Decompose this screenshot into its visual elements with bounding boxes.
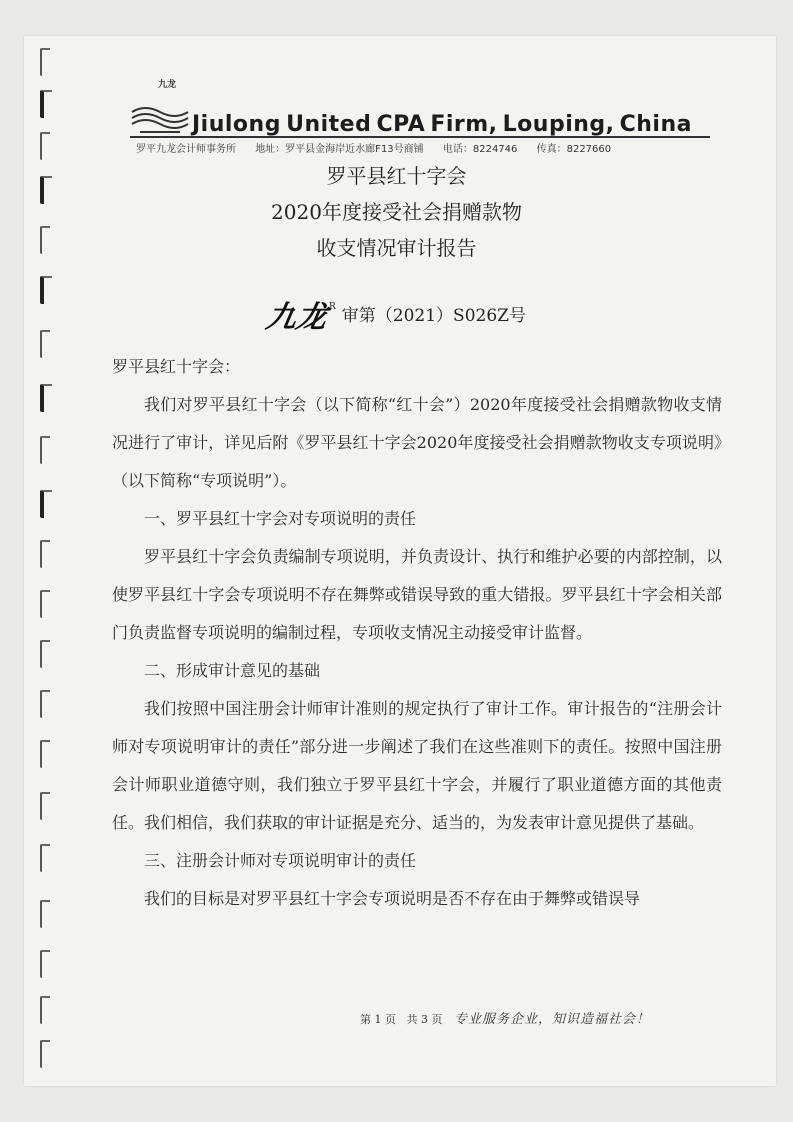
footer-slogan: 专业服务企业，知识造福社会！ bbox=[454, 1012, 651, 1027]
office-name: 罗平九龙会计师事务所 bbox=[136, 144, 236, 155]
report-number: 审第（2021）S026Z号 bbox=[341, 306, 526, 326]
title-line-1: 罗平县红十字会 bbox=[326, 164, 467, 188]
office-fax: 传真：8227660 bbox=[536, 144, 612, 155]
letterhead-contact bbox=[136, 140, 716, 155]
section-heading: 三、注册会计师对专项说明审计的责任 bbox=[144, 851, 417, 870]
section-paragraph: 罗平县红十字会负责编制专项说明，并负责设计、执行和维护必要的内部控制，以使罗平县红十字会专项说明不存在舞弊或错误导致的重大错报。罗平县红十字会相关部门负责监督专项说明的编制过程，专项收支情况主动接受审计监督。 bbox=[112, 547, 722, 642]
firm-word: United bbox=[286, 112, 372, 137]
page-footer bbox=[360, 1008, 780, 1027]
report-body bbox=[112, 348, 722, 918]
section-paragraph: 我们按照中国注册会计师审计准则的规定执行了审计工作。审计报告的“注册会计师对专项说明审计的责任”部分进一步阐述了我们在这些准则下的责任。按照中国注册会计师职业道德守则，我们独立于罗平县红十字会，并履行了职业道德方面的其他责任。我们相信，我们获取的审计证据是充分、适当的，为发表审计意见提供了基础。 bbox=[112, 699, 722, 832]
firm-word: Firm, bbox=[430, 112, 498, 137]
firm-word: Jiulong bbox=[192, 112, 281, 137]
firm-word: China bbox=[619, 112, 692, 137]
salutation: 罗平县红十字会： bbox=[112, 357, 241, 376]
registered-mark: R bbox=[329, 302, 336, 312]
page-number: 第 1 页 bbox=[360, 1013, 396, 1026]
firm-logo-icon bbox=[130, 102, 190, 138]
firm-signature-mark: 九龙 bbox=[263, 300, 330, 335]
firm-word: Louping, bbox=[502, 112, 615, 137]
letterhead bbox=[130, 72, 710, 162]
firm-name bbox=[192, 112, 692, 137]
report-reference bbox=[0, 292, 793, 336]
section-heading: 二、形成审计意见的基础 bbox=[144, 661, 321, 680]
firm-seal-logo: 九龙 bbox=[157, 80, 176, 90]
intro-paragraph: 我们对罗平县红十字会（以下简称“红十会”）2020年度接受社会捐赠款物收支情况进行了审计，详见后附《罗平县红十字会2020年度接受社会捐赠款物收支专项说明》（以下简称“专项说明”）。 bbox=[112, 395, 722, 490]
page-total: 共 3 页 bbox=[406, 1013, 443, 1026]
section-paragraph: 我们的目标是对罗平县红十字会专项说明是否不存在由于舞弊或错误导 bbox=[144, 889, 641, 908]
title-line-2: 2020年度接受社会捐赠款物 bbox=[271, 200, 522, 224]
letterhead-divider bbox=[130, 136, 710, 138]
office-address: 地址：罗平县金海岸近水廊F13号商铺 bbox=[255, 144, 424, 155]
firm-word: CPA bbox=[376, 112, 426, 137]
office-phone: 电话：8224746 bbox=[442, 144, 518, 155]
report-title bbox=[0, 158, 793, 266]
section-heading: 一、罗平县红十字会对专项说明的责任 bbox=[144, 509, 417, 528]
title-line-3: 收支情况审计报告 bbox=[316, 236, 477, 260]
